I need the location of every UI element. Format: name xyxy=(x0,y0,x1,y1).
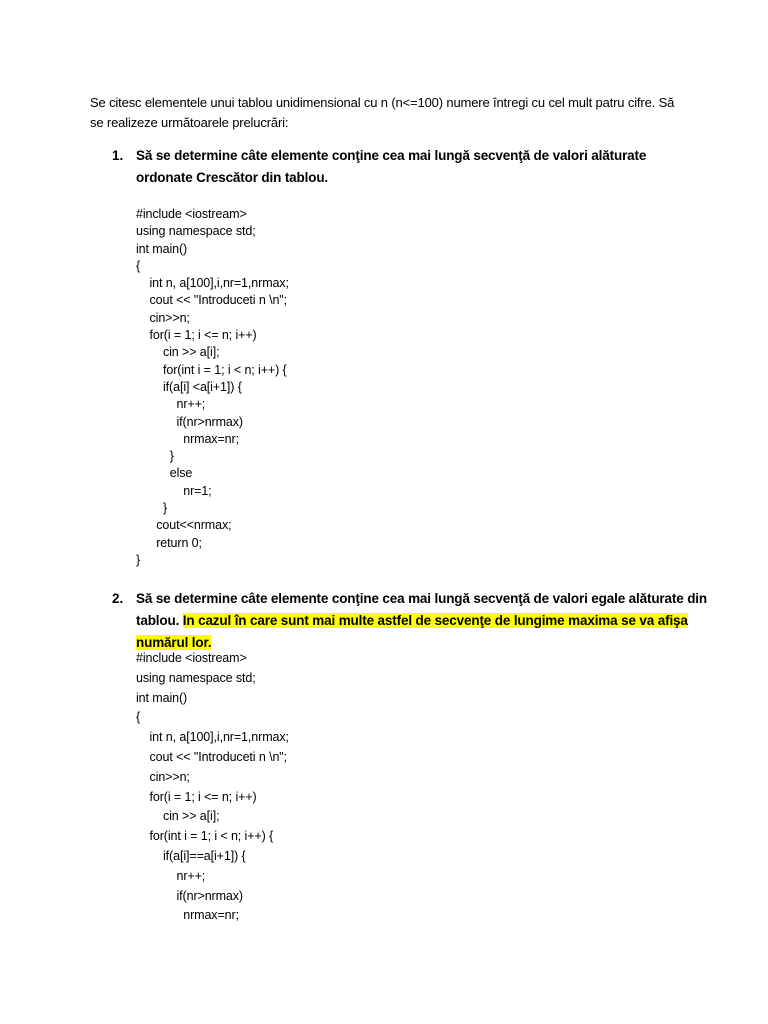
list-item-heading xyxy=(136,588,707,654)
intro-paragraph xyxy=(90,93,690,133)
highlighted-text: In cazul în care sunt mai multe astfel de secvenţe de lungime maxima se va afişa xyxy=(182,613,688,628)
heading-line-1: Să se determine câte elemente conţine cea mai lungă secvenţă de valori egale alăturate din xyxy=(136,591,707,606)
code-line: { xyxy=(136,258,141,273)
code-line: cin>>n; xyxy=(136,769,190,784)
code-line: nr++; xyxy=(136,397,206,412)
code-block-1 xyxy=(136,206,289,569)
code-line: for(int i = 1; i < n; i++) { xyxy=(136,362,287,377)
heading-line-1: Să se determine câte elemente conţine cea mai lungă secvenţă de valori alăturate xyxy=(136,148,647,163)
code-line: if(nr>nrmax) xyxy=(136,888,243,903)
code-line: { xyxy=(136,710,141,725)
code-line: cout << "Introduceti n \n"; xyxy=(136,749,288,764)
code-line: else xyxy=(136,466,193,481)
code-line: } xyxy=(136,501,168,516)
code-line: int main() xyxy=(136,241,188,256)
code-line: cout << "Introduceti n \n"; xyxy=(136,293,288,308)
code-line: nr=1; xyxy=(136,483,212,498)
code-line: nrmax=nr; xyxy=(136,908,239,923)
code-line: } xyxy=(136,552,141,567)
heading-line-2: ordonate Crescător din tablou. xyxy=(136,170,329,185)
code-line: using namespace std; xyxy=(136,670,256,685)
code-line: if(a[i] <a[i+1]) { xyxy=(136,379,242,394)
code-line: cin >> a[i]; xyxy=(136,345,220,360)
code-line: int n, a[100],i,nr=1,nrmax; xyxy=(136,276,289,291)
code-line: #include <iostream> xyxy=(136,207,247,221)
intro-line-1: Se citesc elementele unui tablou unidimensional cu n (n<=100) numere întregi cu cel mult patru cifre. Să xyxy=(90,95,675,110)
code-line: } xyxy=(136,449,174,464)
code-line: int n, a[100],i,nr=1,nrmax; xyxy=(136,730,289,745)
code-block-2 xyxy=(136,649,289,926)
code-line: cout<<nrmax; xyxy=(136,518,232,533)
code-line: nrmax=nr; xyxy=(136,431,239,446)
code-line: int main() xyxy=(136,690,188,705)
list-item-number: 1. xyxy=(112,148,124,163)
code-line: using namespace std; xyxy=(136,224,256,239)
code-line: cin >> a[i]; xyxy=(136,809,220,824)
code-line: for(i = 1; i <= n; i++) xyxy=(136,789,257,804)
code-line: cin>>n; xyxy=(136,310,190,325)
intro-line-2: se realizeze următoarele prelucrări: xyxy=(90,115,289,130)
heading-line-2 xyxy=(136,610,688,632)
code-line: for(i = 1; i <= n; i++) xyxy=(136,328,257,343)
code-line: if(a[i]==a[i+1]) { xyxy=(136,848,246,863)
heading-line-2-plain: tablou. xyxy=(136,613,183,628)
code-line: #include <iostream> xyxy=(136,651,247,665)
code-line: for(int i = 1; i < n; i++) { xyxy=(136,829,274,844)
list-item-1 xyxy=(112,145,672,195)
list-item-number: 2. xyxy=(112,591,124,606)
list-item-heading xyxy=(136,145,676,189)
code-line: nr++; xyxy=(136,868,206,883)
code-line: if(nr>nrmax) xyxy=(136,414,243,429)
list-item-2 xyxy=(112,588,707,654)
code-line: return 0; xyxy=(136,535,202,550)
highlighted-text: numărul lor. xyxy=(136,635,212,650)
